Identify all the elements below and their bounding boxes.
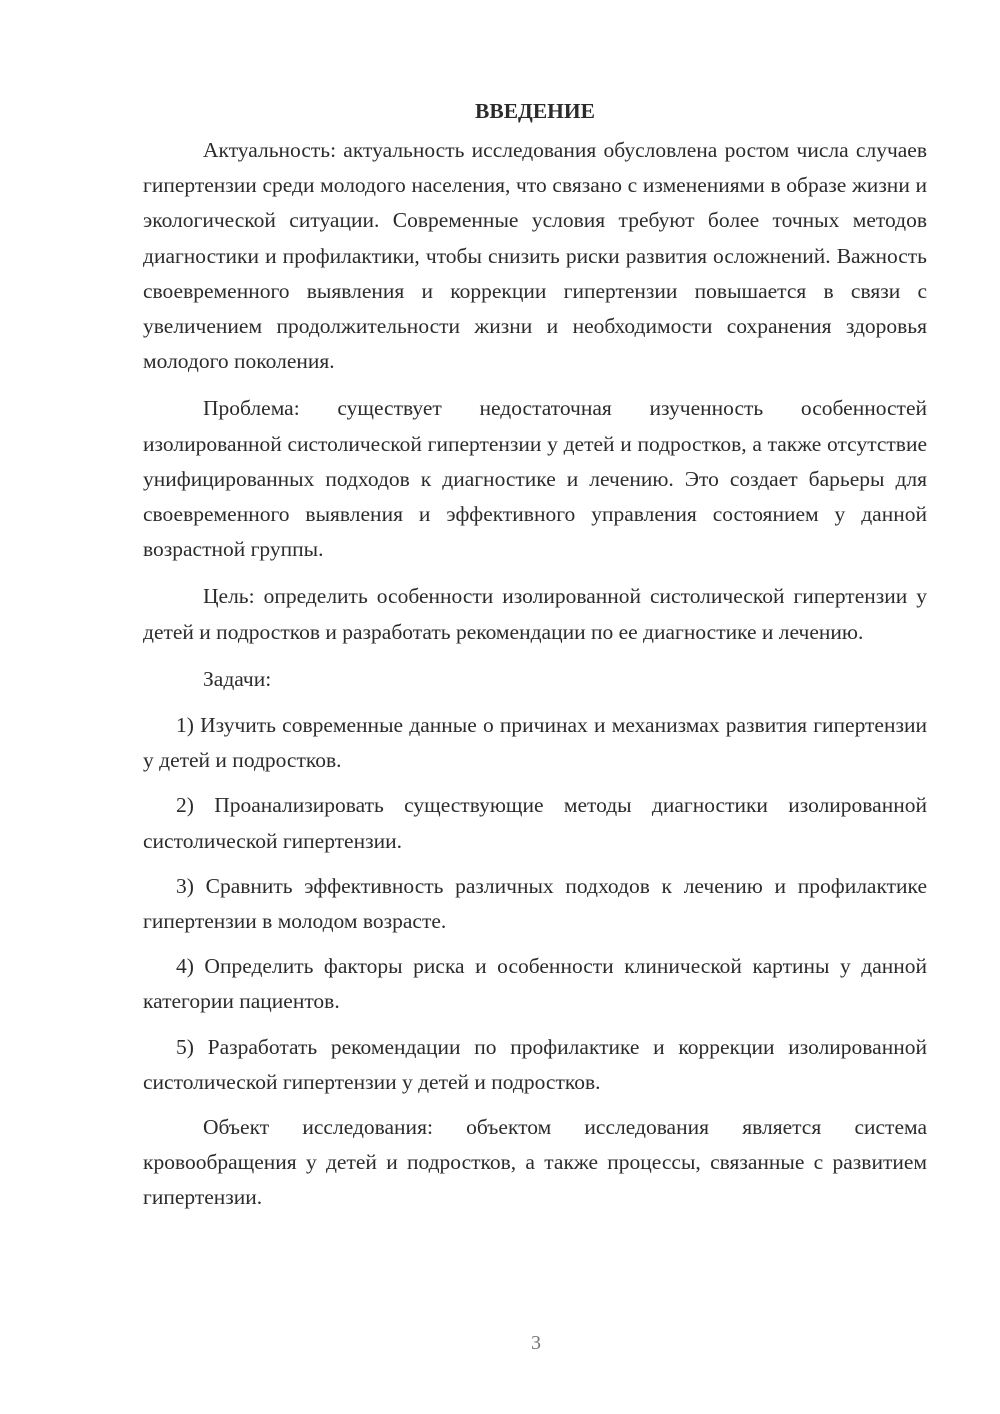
task-item-4: 4) Определить факторы риска и особенности клинической картины у данной категории пациентов. [143,954,927,1014]
task-item-1: 1) Изучить современные данные о причинах и механизмах развития гипертензии у детей и подростков. [143,713,927,773]
task-item-3: 3) Сравнить эффективность различных подходов к лечению и профилактике гипертензии в молодом возрасте. [143,873,927,934]
page-title: ВВЕДЕНИЕ [475,99,595,123]
page-content [143,96,927,1228]
task-list [143,708,927,1100]
task-item-2: 2) Проанализировать существующие методы диагностики изолированной систолической гипертензии. [143,793,927,853]
goal-paragraph: Цель: определить особенности изолированной систолической гипертензии у детей и подростков и разработать рекомендации по ее диагностике и лечению. [143,584,927,644]
relevance-paragraph: Актуальность: актуальность исследования обусловлена ростом числа случаев гипертензии среди молодого населения, что связано с изменениями в образе жизни и экологической ситуации. Современные условия требуют более точных методов диагностики и профилактики, чтобы снизить риски развития осложнений. Важность своевременного выявления и коррекции гипертензии повышается в связи с увеличением продолжительности жизни и необходимости сохранения здоровья молодого поколения. [143,138,927,374]
page-number: 3 [531,1332,541,1354]
object-paragraph: Объект исследования: объектом исследования является система кровообращения у детей и подростков, а также процессы, связанные с развитием гипертензии. [143,1115,927,1210]
tasks-label: Задачи: [203,666,272,691]
task-item-5: 5) Разработать рекомендации по профилактике и коррекции изолированной систолической гипертензии у детей и подростков. [143,1034,927,1094]
problem-paragraph: Проблема: существует недостаточная изученность особенностей изолированной систолической гипертензии у детей и подростков, а также отсутствие унифицированных подходов к диагностике и лечению. Это создает барьеры для своевременного выявления и эффективного управления состоянием у данной возрастной группы. [143,396,927,562]
